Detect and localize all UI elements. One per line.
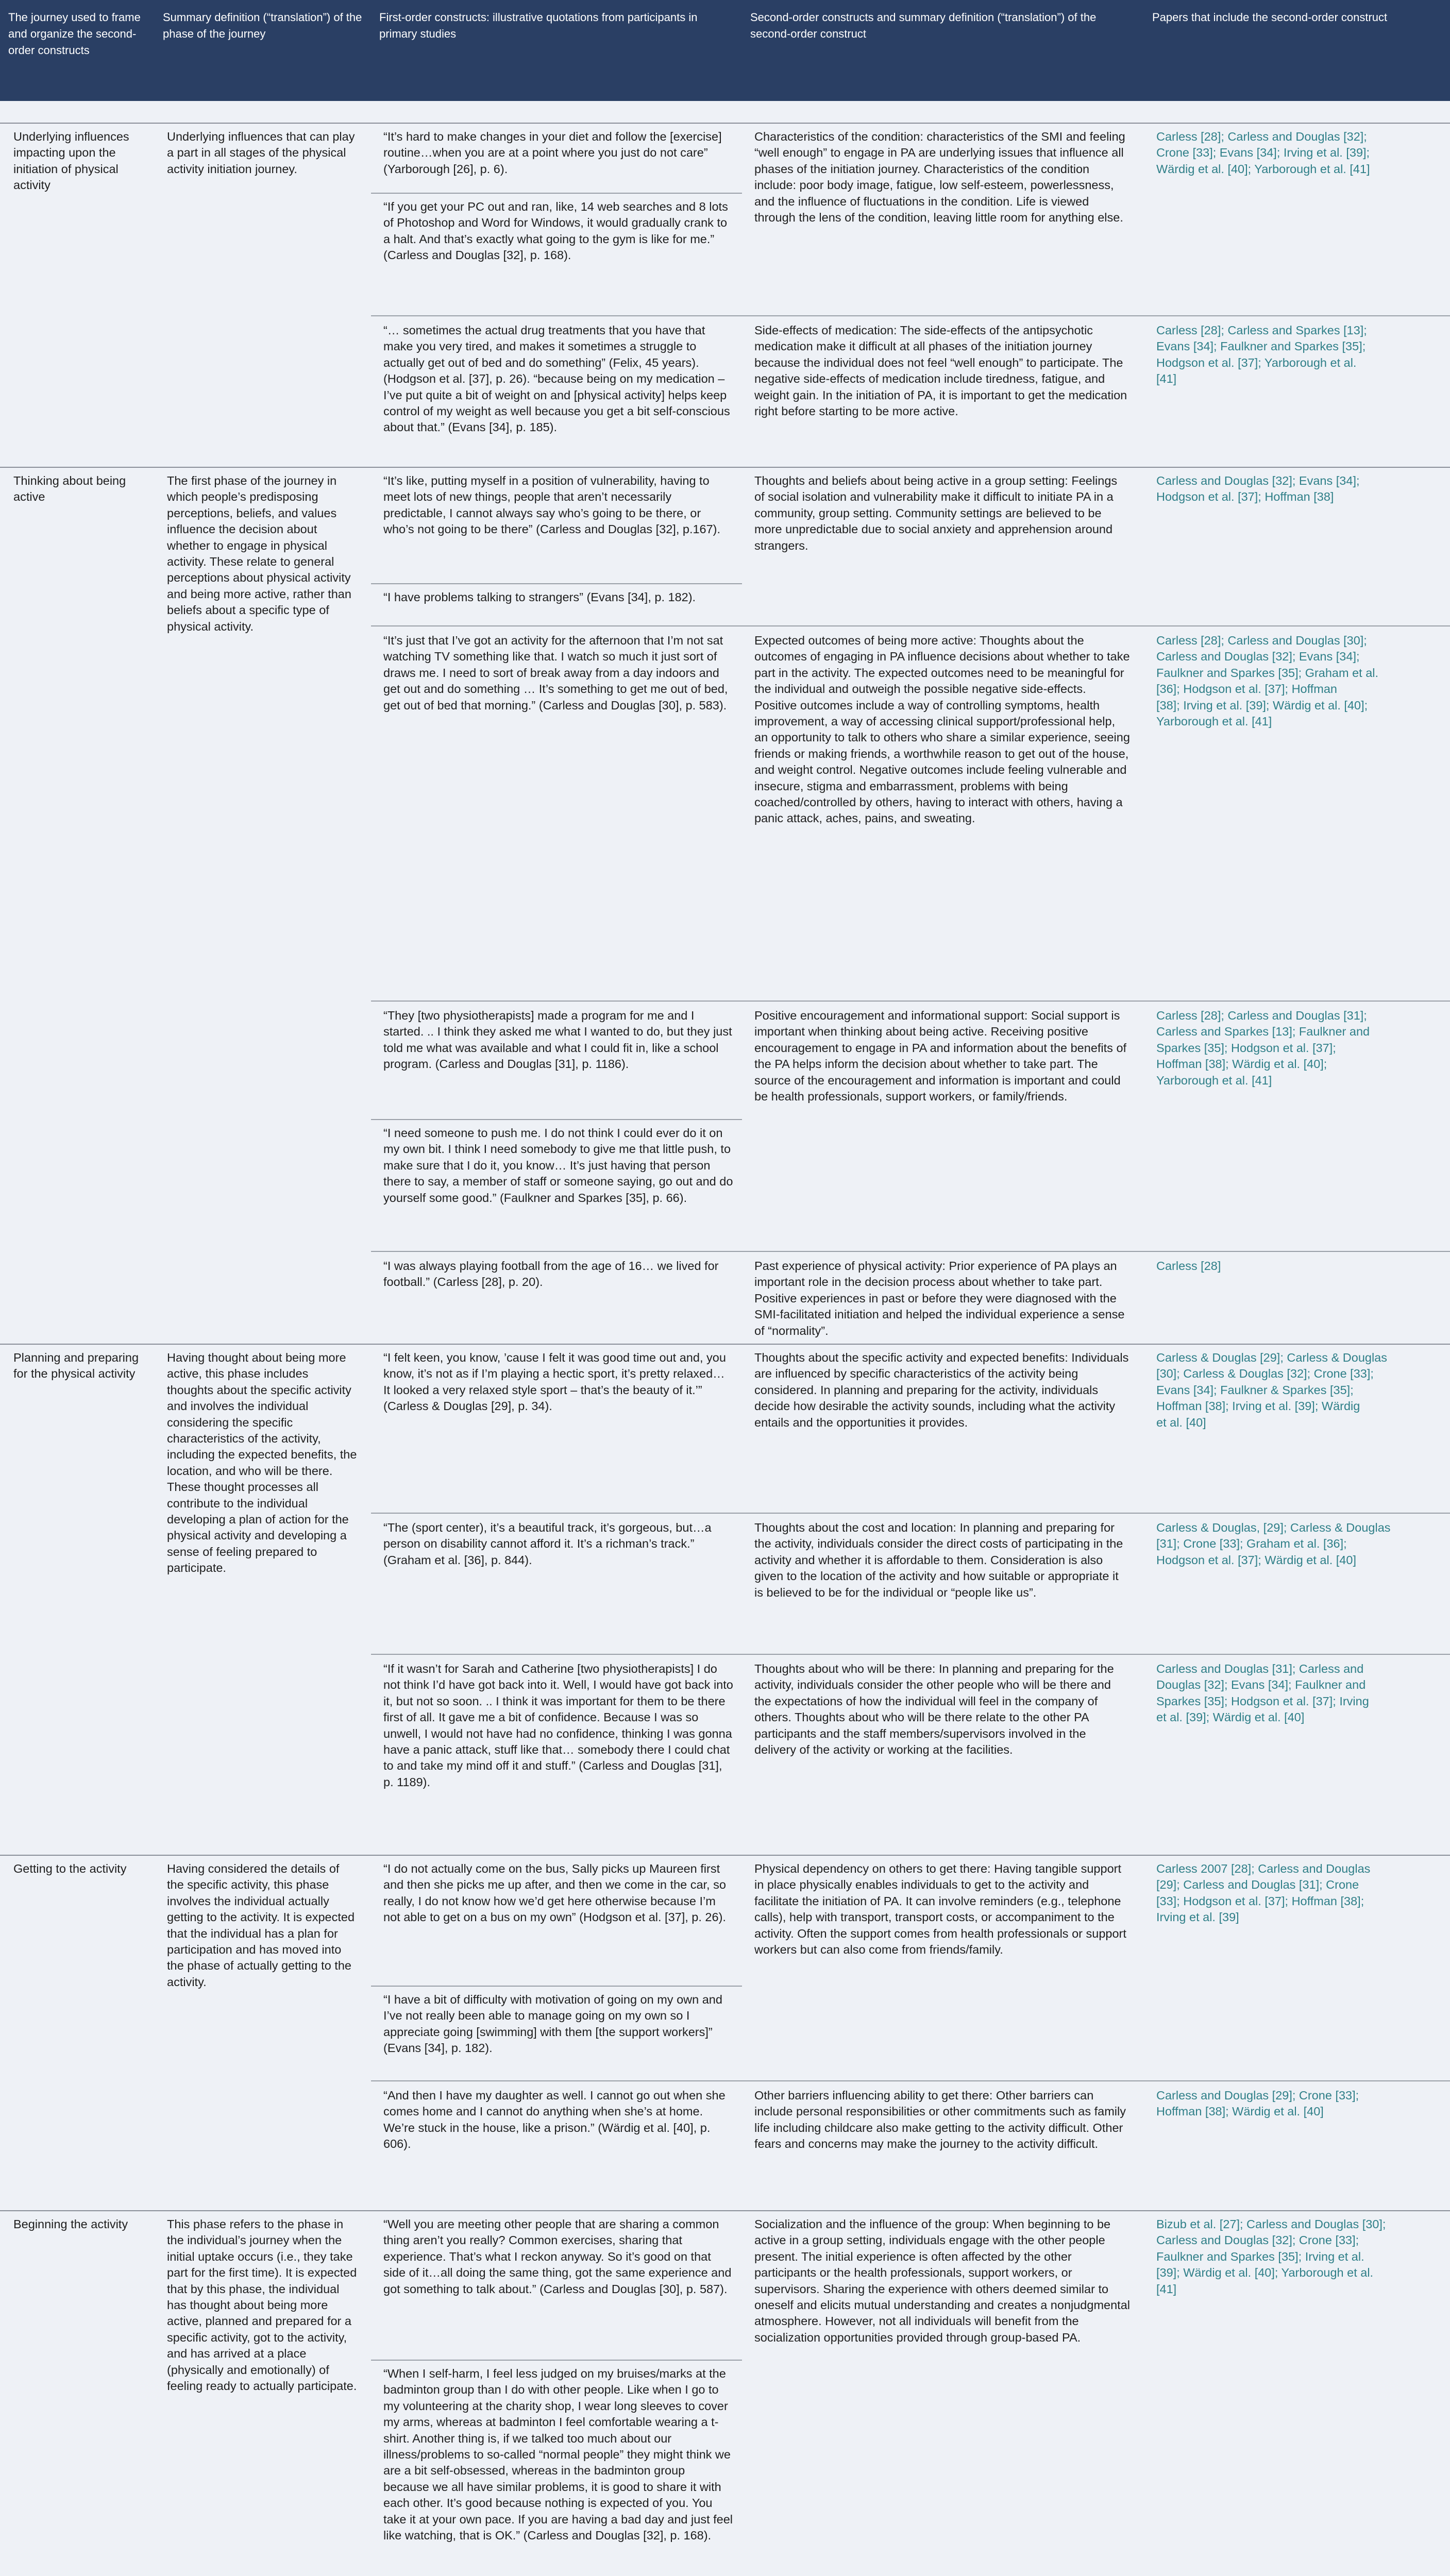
group-divider [371,2080,1450,2081]
paper-ref-line[interactable]: Hodgson et al. [37]; Hoffman [38] [1156,490,1334,504]
paper-ref-line[interactable]: Carless and Douglas [31]; Carless and [1156,1662,1364,1675]
paper-ref-line[interactable]: et al. [39]; Wärdig et al. [40] [1156,1710,1305,1724]
papers-list [1156,473,1445,505]
papers-list [1156,1008,1445,1089]
paper-ref-line[interactable]: Sparkes [35]; Hodgson et al. [37]; [1156,1041,1336,1055]
paper-ref-line[interactable]: Carless and Sparkes [13]; Faulkner and [1156,1025,1370,1039]
paper-ref-line[interactable]: [30]; Carless & Douglas [32]; Crone [33]; [1156,1367,1374,1381]
first-order-quote: “I do not actually come on the bus, Sally picks up Maureen first and then she picks me up after, and then we come in the car, so really, I do not know how we’d get here otherwise because I’m not able to get on a bus on my own” (Hodgson et al. [37], p. 26). [383,1862,726,1924]
phase-divider [0,2210,1450,2211]
group-divider [371,1251,1450,1252]
second-order-construct: Past experience of physical activity: Prior experience of PA plays an important role in the decision process about whether to take part. Positive experiences in past or before they were diagnosed with the SMI-facilitated initiation and helped the individual experience a sense of “normality”. [754,1259,1125,1337]
second-order-construct: Characteristics of the condition: characteristics of the SMI and feeling “well enough” to engage in PA are underlying issues that influence all phases of the initiation journey. Characteristics of the condition include: poor body image, fatigue, low self-esteem, powerlessness, and the influence of fluctuations in the condition. Life is viewed through the lens of the condition, leaving little room for anything else. [754,130,1125,225]
paper-ref-line[interactable]: Hodgson et al. [37]; Wärdig et al. [40] [1156,1553,1356,1567]
second-order-construct: Thoughts and beliefs about being active in a group setting: Feelings of social isolation and vulnerability make it difficult to initiate PA in a community, group setting. Community settings are believed to be more unpredictable due to social anxiety and apprehension around strangers. [754,474,1118,552]
first-order-quote: “And then I have my daughter as well. I cannot go out when she comes home and I cannot do anything when she’s at home. We’re stuck in the house, like a prison.” (Wärdig et al. [40], p. 606). [383,2089,726,2151]
paper-ref-line[interactable]: Sparkes [35]; Hodgson et al. [37]; Irving [1156,1694,1369,1708]
phase-summary: Having considered the details of the specific activity, this phase involves the individual actually getting to the activity. It is expected that the individual has a plan for participation and has moved into the phase of actually getting to the activity. [167,1862,355,1989]
papers-list [1156,1661,1445,1726]
phase-divider [0,1855,1450,1856]
phase-summary: Underlying influences that can play a part in all stages of the physical activity initiation journey. [167,130,355,176]
paper-ref-line[interactable]: Yarborough et al. [41] [1156,715,1272,728]
group-divider [371,625,1450,626]
paper-ref-line[interactable]: [29]; Carless and Douglas [31]; Crone [1156,1878,1359,1892]
group-divider [371,1513,1450,1514]
paper-ref-line[interactable]: Faulkner and Sparkes [35]; Irving et al. [1156,2249,1364,2263]
papers-list [1156,2216,1445,2297]
phase-divider [0,123,1450,124]
second-order-construct: Socialization and the influence of the group: When beginning to be active in a group setting, individuals engage with the other people present. The initial experience is often affected by the other participants or the health professionals, support workers, or supervisors. Sharing the experience with others deemed similar to oneself and elicits mutual understanding and creates a nonjudgmental atmosphere. However, not all individuals will benefit from the socialization opportunities provided through group-based PA. [754,2217,1130,2344]
phase-name: Thinking about being active [13,474,126,504]
second-order-construct: Thoughts about the specific activity and expected benefits: Individuals are influenced by specific characteristics of the activity being considered. In planning and preparing for the activity, individuals decide how desirable the activity sounds, including what the activity entails and the opportunities it provides. [754,1351,1129,1429]
phase-name: Getting to the activity [13,1862,127,1875]
paper-ref-line[interactable]: Evans [34]; Faulkner & Sparkes [35]; [1156,1383,1354,1397]
phase-divider [0,467,1450,468]
paper-ref-line[interactable]: [39]; Wärdig et al. [40]; Yarborough et al. [1156,2266,1374,2280]
phase-divider [0,1344,1450,1345]
paper-ref-line[interactable]: Crone [33]; Evans [34]; Irving et al. [39]; [1156,146,1370,160]
paper-ref-line[interactable]: Carless 2007 [28]; Carless and Douglas [1156,1862,1371,1875]
papers-list [1156,323,1445,387]
paper-ref-line[interactable]: Evans [34]; Faulkner and Sparkes [35]; [1156,340,1366,353]
paper-ref-line[interactable]: Carless & Douglas [29]; Carless & Douglas [1156,1351,1388,1364]
paper-ref-line[interactable]: Carless and Douglas [29]; Crone [33]; [1156,2089,1359,2102]
first-order-quote: “It’s hard to make changes in your diet and follow the [exercise] routine…when you are at a point where you just do not care” (Yarborough [26], p. 6). [383,130,722,176]
quote-divider [371,1119,742,1120]
paper-ref-line[interactable]: Carless [28]; Carless and Douglas [32]; [1156,130,1367,143]
second-order-construct: Positive encouragement and informational support: Social support is important when thinking about being active. Receiving positive encouragement to engage in PA and information about the benefits of the PA helps inform the decision about whether to take part. The source of the encouragement and information is important and could be health professionals, support workers, or family/friends. [754,1009,1127,1104]
paper-ref-line[interactable]: Carless [28] [1156,1259,1221,1273]
papers-list [1156,1861,1445,1926]
paper-ref-line[interactable]: et al. [40] [1156,1415,1206,1429]
paper-ref-line[interactable]: [31]; Crone [33]; Graham et al. [36]; [1156,1537,1347,1551]
papers-list [1156,2088,1445,2120]
paper-ref-line[interactable]: Hoffman [38]; Wärdig et al. [40]; [1156,1057,1327,1071]
paper-ref-line[interactable]: Hodgson et al. [37]; Yarborough et al. [1156,355,1357,369]
header-papers: Papers that include the second-order construct [1152,11,1388,24]
paper-ref-line[interactable]: Faulkner and Sparkes [35]; Graham et al. [1156,666,1379,680]
paper-ref-line[interactable]: Yarborough et al. [41] [1156,1073,1272,1087]
paper-ref-line[interactable]: Carless and Douglas [32]; Evans [34]; [1156,474,1360,487]
first-order-quote: “If you get your PC out and ran, like, 14 web searches and 8 lots of Photoshop and Word for Windows, it would gradually crank to a halt. And that’s exactly what going to the gym is like for me.” (Carless and Douglas [32], p. 168). [383,200,728,262]
paper-ref-line[interactable]: Carless [28]; Carless and Douglas [31]; [1156,1009,1367,1022]
papers-list [1156,1350,1445,1431]
group-divider [371,315,1450,316]
header-second-order: Second-order constructs and summary definition (“translation”) of the second-order construct [750,11,1097,40]
paper-ref-line[interactable]: Wärdig et al. [40]; Yarborough et al. [41] [1156,162,1370,176]
phase-name: Planning and preparing for the physical activity [13,1351,139,1381]
quote-divider [371,193,742,194]
papers-list [1156,1258,1445,1274]
header-summary: Summary definition (“translation”) of the phase of the journey [163,11,362,40]
first-order-quote: “I have problems talking to strangers” (Evans [34], p. 182). [383,590,696,604]
first-order-quote: “I was always playing football from the age of 16… we lived for football.” (Carless [28], p. 20). [383,1259,719,1289]
second-order-construct: Expected outcomes of being more active: Thoughts about the outcomes of engaging in PA influence decisions about whether to take part in the activity. The expected outcomes need to be meaningful for the individual and outweigh the possible negative side-effects. Positive outcomes include a way of controlling symptoms, health improvement, a way of accessing clinical support/professional help, an opportunity to talk to others who share a similar experience, seeing friends or making friends, a worthwhile reason to get out of the house, and weight control. Negative outcomes include feeling vulnerable and insecure, stigma and embarrassment, problems with being coached/controlled by others, having to interact with others, having a panic attack, aches, pains, and sweating. [754,634,1130,825]
paper-ref-line[interactable]: [38]; Irving et al. [39]; Wärdig et al. [40]; [1156,698,1368,712]
first-order-quote: “I have a bit of difficulty with motivation of going on my own and I’ve not really been able to manage going on my own so I appreciate going [swimming] with them [the support workers]” (Evans [34], p. 182). [383,1993,722,2055]
papers-list [1156,1520,1445,1568]
second-order-construct: Thoughts about the cost and location: In planning and preparing for the activity, individuals consider the direct costs of participating in the activity and whether it is affordable to them. Consideration is also given to the location of the activity and how suitable or appropriate it is believed to be for the individual or “people like us”. [754,1521,1123,1599]
papers-list [1156,129,1445,177]
paper-ref-line[interactable]: Hoffman [38]; Irving et al. [39]; Wärdig [1156,1399,1360,1413]
first-order-quote: “I need someone to push me. I do not think I could ever do it on my own bit. I think I need somebody to give me that little push, to make sure that I do it, you know… It’s just having that person there to say, a member of staff or someone saying, go out and do yourself some good.” (Faulkner and Sparkes [35], p. 66). [383,1126,733,1205]
paper-ref-line[interactable]: Bizub et al. [27]; Carless and Douglas [30]; [1156,2217,1386,2231]
first-order-quote: “It’s like, putting myself in a position of vulnerability, having to meet lots of new things, people that aren’t necessarily predictable, I cannot always say who’s going to be there, or who’s not going to be there” (Carless and Douglas [32], p.167). [383,474,721,536]
paper-ref-line[interactable]: Carless [28]; Carless and Sparkes [13]; [1156,324,1367,337]
paper-ref-line[interactable]: Carless and Douglas [32]; Crone [33]; [1156,2233,1359,2247]
paper-ref-line[interactable]: [33]; Hodgson et al. [37]; Hoffman [38]; [1156,1894,1364,1908]
quote-divider [371,2360,742,2361]
first-order-quote: “Well you are meeting other people that are sharing a common thing aren’t you really? Common exercises, sharing that experience. That’s what I reckon anyway. So it’s good on that side of it…all doing the same thing, got the same experience and got something to talk about.” (Carless and Douglas [30], p. 587). [383,2217,732,2296]
phase-summary: The first phase of the journey in which people’s predisposing perceptions, beliefs, and values influence the decision about whether to engage in physical activity. These relate to general perceptions about physical activity and being more active, rather than beliefs about a specific type of physical activity. [167,474,351,633]
paper-ref-line[interactable]: Carless and Douglas [32]; Evans [34]; [1156,650,1360,664]
second-order-construct: Thoughts about who will be there: In planning and preparing for the activity, individuals consider the other people who will be there and the expectations of how the individual will feel in the company of others. Thoughts about who will be there relate to the other PA participants and the staff members/supervisors involved in the delivery of the activity or working at the facilities. [754,1662,1114,1757]
first-order-quote: “When I self-harm, I feel less judged on my bruises/marks at the badminton group than I do with other people. Like when I go to my volunteering at the charity shop, I wear long sleeves to cover my arms, whereas at badminton I feel comfortable wearing a t-shirt. Another thing is, if we talked too much about our illness/problems to so-called “normal people” they might think we are a bit self-obsessed, whereas in the badminton group because we all have similar problems, it is good to share it with each other. It’s good because nothing is expected of you. You take it at your own pace. If you are having a bad day and just feel like watching, that is OK.” (Carless and Douglas [32], p. 168). [383,2367,733,2543]
paper-ref-line[interactable]: [41] [1156,372,1177,386]
first-order-quote: “… sometimes the actual drug treatments that you have that make you very tired, and makes it sometimes a struggle to actually get out of bed and do something” (Felix, 45 years). (Hodgson et al. [37], p. 26). “because being on my medication – I’ve put quite a bit of weight on and [physical activity] helps keep control of my weight as well because you get a bit self-conscious about that.” (Evans [34], p. 185). [383,324,730,434]
table-header [0,0,1450,101]
group-divider [371,1654,1450,1655]
second-order-construct: Other barriers influencing ability to get there: Other barriers can include personal responsibilities or other commitments such as family life including childcare also make getting to the activity difficult. Other fears and concerns may make the journey to the activity difficult. [754,2089,1126,2151]
second-order-construct: Physical dependency on others to get there: Having tangible support in place physically enables individuals to get to the activity and facilitate the initiation of PA. It can involve reminders (e.g., telephone calls), help with transport, transport costs, or accompaniment to the activity. Often the support comes from health professionals or support workers but can also come from friends/family. [754,1862,1126,1957]
phase-summary: Having thought about being more active, this phase includes thoughts about the specific activity and involves the individual considering the specific characteristics of the activity, including the expected benefits, the location, and who will be there. These thought processes all contribute to the individual developing a plan of action for the physical activity and developing a sense of feeling prepared to participate. [167,1351,357,1575]
first-order-quote: “If it wasn’t for Sarah and Catherine [two physiotherapists] I do not think I’d have got back into it. Well, I would have got back into it, but not so soon. .. I think it was important for them to be there first of all. It gave me a bit of confidence. Because I was so unwell, I would not have had no confidence, thinking I was gonna have a panic attack, stuff like that… somebody there I could chat to and take my mind off it and stuff.” (Carless and Douglas [31], p. 1189). [383,1662,733,1789]
header-journey: The journey used to frame and organize the second-order constructs [8,11,141,57]
phase-name: Underlying influences impacting upon the initiation of physical activity [13,130,129,192]
first-order-quote: “I felt keen, you know, ’cause I felt it was good time out and, you know, it’s not as if I’m playing a hectic sport, it’s pretty relaxed… It looked a very relaxed style sport – that’s the beauty of it.’” (Carless & Douglas [29], p. 34). [383,1351,726,1413]
quote-divider [371,1986,742,1987]
papers-list [1156,633,1445,730]
second-order-construct: Side-effects of medication: The side-effects of the antipsychotic medication make it difficult at all phases of the initiation journey because the individual does not feel “well enough” to participate. The negative side-effects of medication include tiredness, fatigue, and weight gain. In the initiation of PA, it is important to get the medication right before starting to be more active. [754,324,1127,418]
paper-ref-line[interactable]: Douglas [32]; Evans [34]; Faulkner and [1156,1678,1366,1692]
first-order-quote: “They [two physiotherapists] made a program for me and I started. .. I think they asked me what I wanted to do, but they just told me what was available and what I could fit in, like a school program. (Carless and Douglas [31], p. 1186). [383,1009,732,1071]
paper-ref-line[interactable]: Carless & Douglas, [29]; Carless & Douglas [1156,1521,1391,1534]
group-divider [371,1001,1450,1002]
paper-ref-line[interactable]: Irving et al. [39] [1156,1910,1239,1924]
paper-ref-line[interactable]: [41] [1156,2282,1177,2296]
phase-name: Beginning the activity [13,2217,128,2231]
quote-divider [371,583,742,584]
first-order-quote: “The (sport center), it’s a beautiful track, it’s gorgeous, but…a person on disability cannot afford it. It’s a richman’s track.” (Graham et al. [36], p. 844). [383,1521,712,1567]
header-first-order: First-order constructs: illustrative quotations from participants in primary studies [379,11,698,40]
paper-ref-line[interactable]: Carless [28]; Carless and Douglas [30]; [1156,634,1367,647]
paper-ref-line[interactable]: Hoffman [38]; Wärdig et al. [40] [1156,2105,1324,2119]
paper-ref-line[interactable]: [36]; Hodgson et al. [37]; Hoffman [1156,682,1337,696]
phase-summary: This phase refers to the phase in the individual’s journey when the initial uptake occurs (i.e., they take part for the first time). It is expected that by this phase, the individual has thought about being more active, planned and prepared for a specific activity, got to the activity, and has arrived at a place (physically and emotionally) of feeling ready to actually participate. [167,2217,357,2393]
first-order-quote: “It’s just that I’ve got an activity for the afternoon that I’m not sat watching TV something like that. I watch so much it just sort of draws me. I need to sort of break away from a day indoors and get out and do something … It’s something to get me out of bed, get out of bed that morning.” (Carless and Douglas [30], p. 583). [383,634,728,712]
